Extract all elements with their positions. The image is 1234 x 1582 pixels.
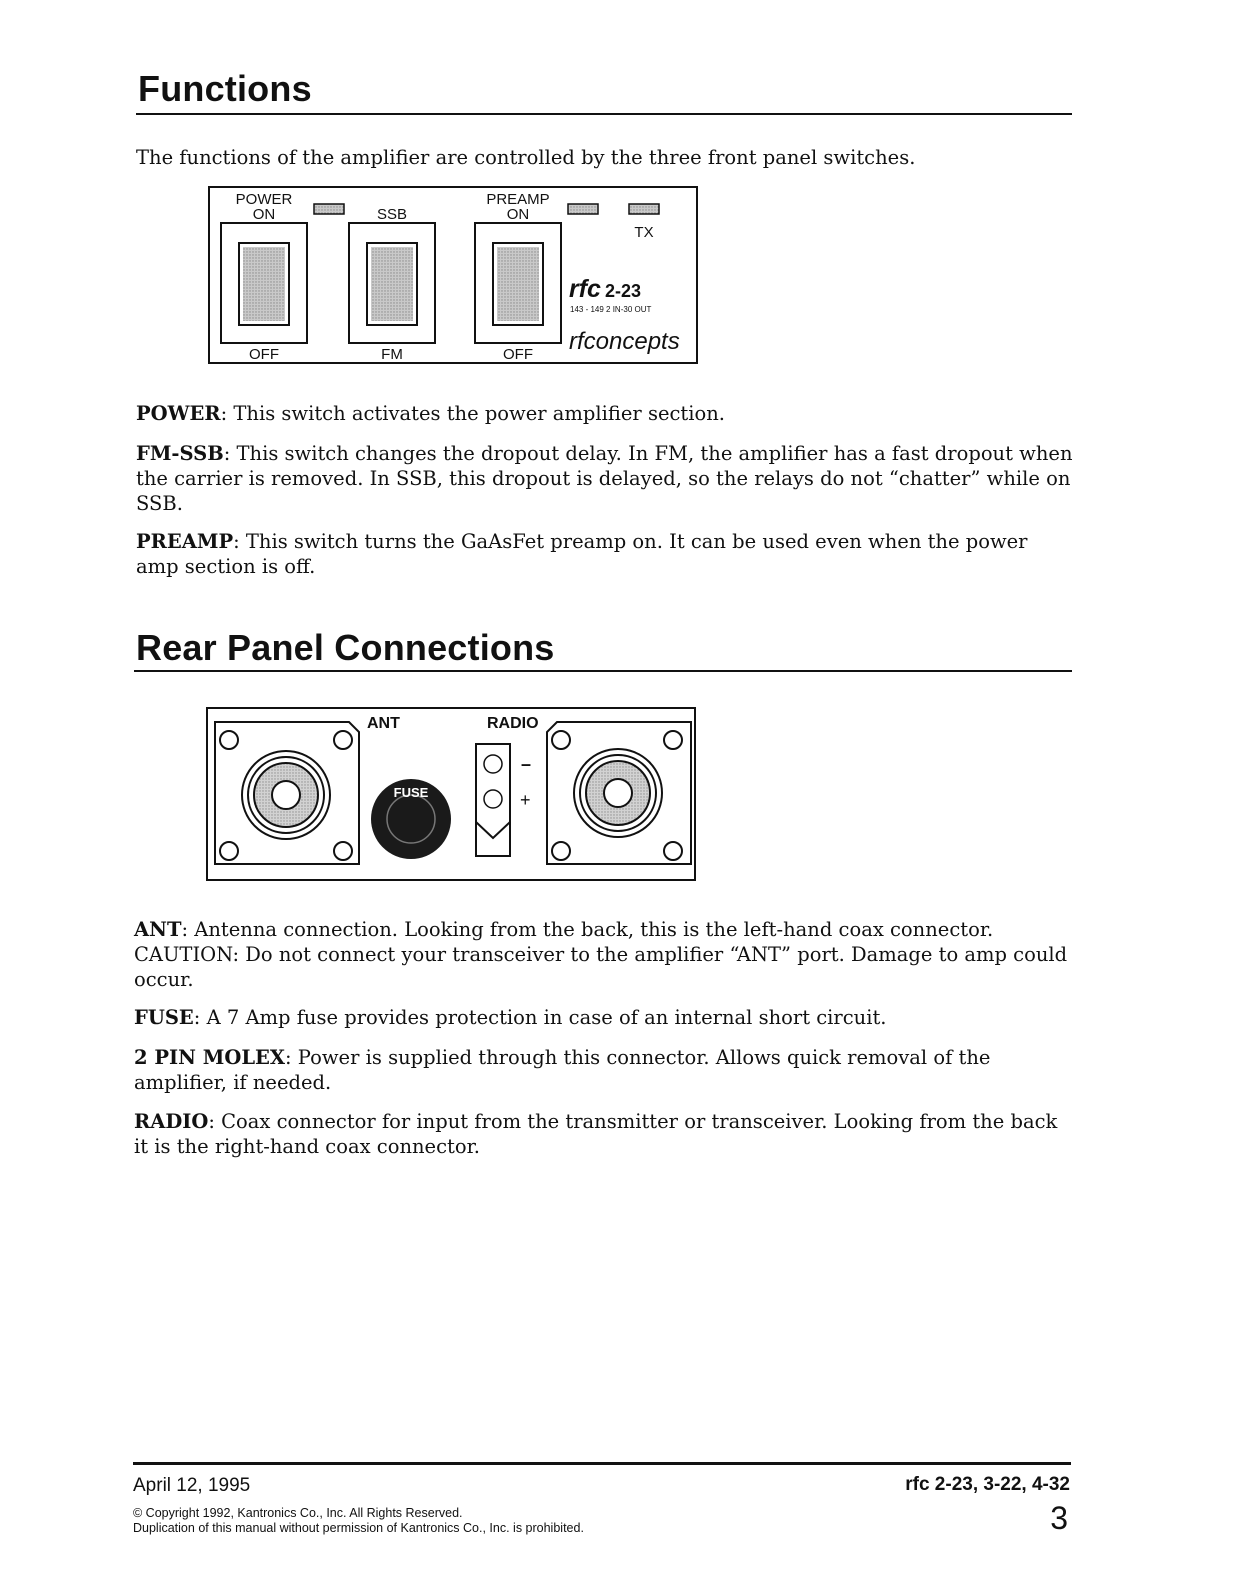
molex-description: 2 PIN MOLEX: Power is supplied through this connector. Allows quick removal of the amplifier, if needed. <box>134 1046 991 1094</box>
tx-led-indicator <box>629 204 659 214</box>
power-description: POWER: This switch activates the power amplifier section. <box>136 402 725 425</box>
rear-panel-diagram <box>205 706 699 884</box>
radio-mount-hole <box>552 731 570 749</box>
radio-mount-hole <box>664 842 682 860</box>
power-off-label: OFF <box>249 346 279 363</box>
radio-mount-hole <box>552 842 570 860</box>
footer-duplication: Duplication of this manual without permission of Kantronics Co., Inc. is prohibited. <box>133 1521 584 1535</box>
brand-logo: rfconcepts <box>569 328 680 355</box>
molex-minus-label: – <box>521 754 532 774</box>
ant-center-pin <box>272 781 300 809</box>
power-on-label: ON <box>252 206 276 223</box>
footer-rule <box>133 1462 1071 1465</box>
rear-panel-rule <box>134 670 1072 672</box>
fm-ssb-description: FM-SSB: This switch changes the dropout delay. In FM, the amplifier has a fast dropout when the carrier is removed. In SSB, this dropout is delayed, so the relays do not “chatter” while on SSB. <box>136 442 1073 515</box>
tx-label: TX <box>634 224 654 241</box>
rear-panel-heading: Rear Panel Connections <box>136 627 555 668</box>
fm-ssb-switch-rocker <box>371 247 413 321</box>
ant-mount-hole <box>334 731 352 749</box>
model-prefix: rfc <box>569 275 601 303</box>
radio-label: RADIO <box>487 715 539 732</box>
ant-mount-hole <box>334 842 352 860</box>
preamp-off-label: OFF <box>503 346 533 363</box>
molex-pin-negative <box>484 755 502 773</box>
fuse-label: FUSE <box>393 785 429 800</box>
radio-mount-hole <box>664 731 682 749</box>
radio-center-pin <box>604 779 632 807</box>
preamp-switch-rocker <box>497 247 539 321</box>
model-spec-line: 143 - 149 2 IN-30 OUT <box>570 305 652 314</box>
fm-label: FM <box>381 346 403 363</box>
functions-intro: The functions of the amplifier are controlled by the three front panel switches. <box>136 146 916 169</box>
preamp-led-indicator <box>568 204 598 214</box>
radio-description: RADIO: Coax connector for input from the transmitter or transceiver. Looking from the back it is the right-hand coax connector. <box>134 1110 1058 1158</box>
power-label: POWER <box>235 191 293 208</box>
preamp-label: PREAMP <box>486 191 550 208</box>
molex-plus-label: + <box>520 790 531 810</box>
model-number: 2-23 <box>605 281 642 301</box>
functions-rule <box>136 113 1072 115</box>
ant-label: ANT <box>367 715 400 732</box>
page-number: 3 <box>1050 1500 1068 1536</box>
footer-models: rfc 2-23, 3-22, 4-32 <box>905 1474 1070 1495</box>
front-panel-diagram <box>207 185 701 367</box>
ant-mount-hole <box>220 731 238 749</box>
ssb-label: SSB <box>376 206 408 223</box>
preamp-description: PREAMP: This switch turns the GaAsFet preamp on. It can be used even when the power amp section is off. <box>136 530 1028 578</box>
power-switch-rocker <box>243 247 285 321</box>
footer-date: April 12, 1995 <box>133 1475 251 1496</box>
molex-pin-positive <box>484 790 502 808</box>
footer-copyright: © Copyright 1992, Kantronics Co., Inc. All Rights Reserved. <box>133 1506 463 1520</box>
fuse-description: FUSE: A 7 Amp fuse provides protection in case of an internal short circuit. <box>134 1006 887 1029</box>
preamp-on-label: ON <box>506 206 530 223</box>
functions-heading: Functions <box>138 68 312 109</box>
power-led-indicator <box>314 204 344 214</box>
ant-description: ANT: Antenna connection. Looking from the back, this is the left-hand coax connector. CAUTION: Do not connect your transceiver to the amplifier “ANT” port. Damage to amp could occur. <box>134 918 1068 991</box>
ant-mount-hole <box>220 842 238 860</box>
